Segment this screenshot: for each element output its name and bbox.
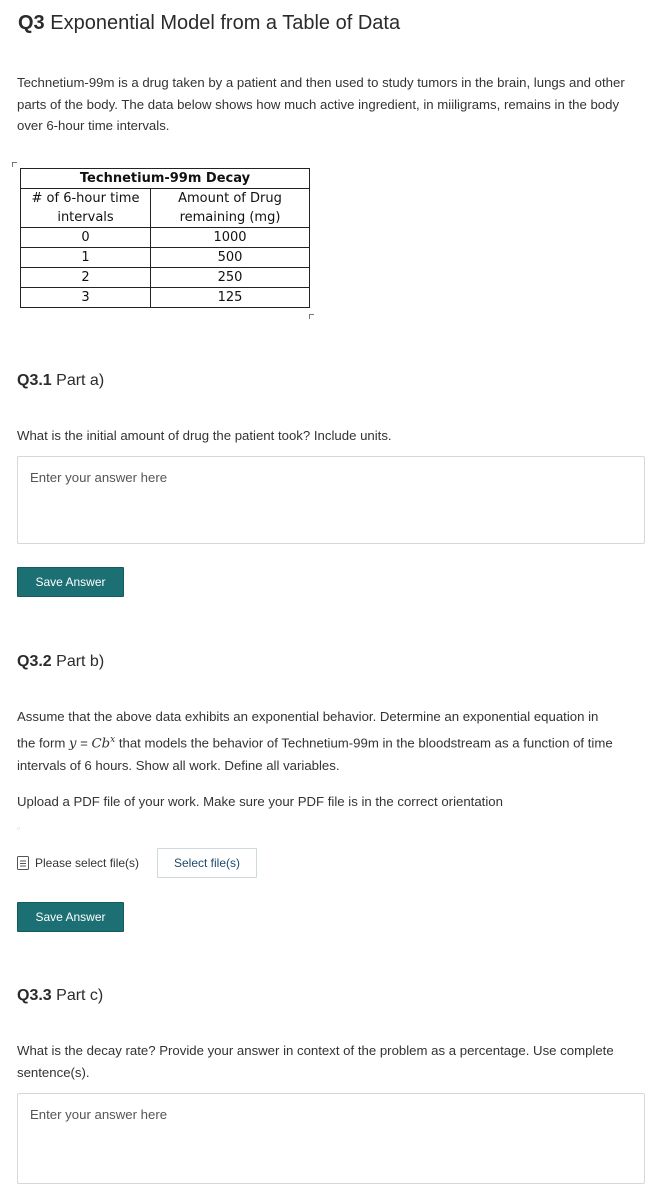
decay-table-container: [20, 168, 310, 308]
part-a-prompt: What is the initial amount of drug the patient took? Include units.: [17, 428, 392, 443]
part-a-number: Q3.1: [17, 372, 52, 389]
faint-mark: ▫: [17, 823, 21, 833]
crop-mark: [12, 162, 17, 167]
question-intro: Technetium-99m is a drug taken by a patient and then used to study tumors in the brain, lungs and other parts of the body. The data below shows how much active ingredient, in miiligrams, remains in the body over 6-hour time intervals.: [17, 75, 625, 133]
part-c-placeholder: Enter your answer here: [30, 1107, 168, 1122]
part-a-label: Part a): [56, 372, 105, 389]
interval-cell: 2: [21, 268, 151, 288]
part-b-title: [17, 653, 104, 671]
amount-cell: 1000: [151, 228, 310, 248]
table-row: [21, 268, 310, 288]
part-a-answer-input[interactable]: [17, 456, 645, 544]
file-status: [17, 853, 139, 873]
part-a-placeholder: Enter your answer here: [30, 470, 168, 485]
part-b-number: Q3.2: [17, 653, 52, 670]
table-row: [21, 248, 310, 268]
table-row: [21, 228, 310, 248]
header-line: remaining (mg): [179, 210, 281, 225]
part-c-answer-input[interactable]: [17, 1093, 645, 1184]
part-c-prompt: What is the decay rate? Provide your answer in context of the problem as a percentage. Use complete sentence(s).: [17, 1043, 614, 1080]
table-header-amount: [151, 189, 310, 228]
equation-x: x: [110, 735, 116, 745]
prompt-text: Assume that the above data exhibits an exponential behavior. Determine an exponential equation in the form: [17, 709, 599, 751]
amount-cell: 500: [151, 248, 310, 268]
table-caption: Technetium-99m Decay: [21, 169, 310, 189]
amount-cell: 250: [151, 268, 310, 288]
prompt-text: that models the behavior of Technetium-99m in the bloodstream as a function of time intervals of 6 hours. Show all work. Define all variables.: [17, 735, 613, 774]
file-status-text: Please select file(s): [35, 856, 140, 870]
header-line: # of 6-hour time: [31, 191, 140, 206]
crop-mark: [309, 314, 314, 319]
question-number: Q3: [18, 12, 45, 34]
header-line: Amount of Drug: [178, 191, 282, 206]
upload-instructions: Upload a PDF file of your work. Make sure your PDF file is in the correct orientation: [17, 794, 503, 809]
part-b-label: Part b): [56, 653, 105, 670]
table-header-intervals: [21, 189, 151, 228]
interval-cell: 3: [21, 288, 151, 308]
decay-table: [20, 168, 310, 308]
equation-b: b: [101, 736, 111, 752]
part-a-save-button[interactable]: Save Answer: [17, 567, 124, 597]
interval-cell: 0: [21, 228, 151, 248]
header-line: intervals: [57, 210, 114, 225]
select-files-button[interactable]: Select file(s): [157, 848, 257, 878]
question-title-text: Exponential Model from a Table of Data: [50, 12, 401, 34]
equation-y: y: [69, 736, 77, 752]
part-a-title: [17, 372, 104, 390]
amount-cell: 125: [151, 288, 310, 308]
question-title: [18, 12, 400, 35]
interval-cell: 1: [21, 248, 151, 268]
part-c-label: Part c): [56, 987, 104, 1004]
table-row: [21, 288, 310, 308]
equation-equals: =: [76, 735, 92, 751]
equation-c: C: [91, 736, 102, 752]
part-c-number: Q3.3: [17, 987, 52, 1004]
part-b-prompt: [17, 706, 617, 777]
part-b-save-button[interactable]: Save Answer: [17, 902, 124, 932]
document-icon: [17, 856, 29, 870]
part-c-title: [17, 987, 103, 1005]
